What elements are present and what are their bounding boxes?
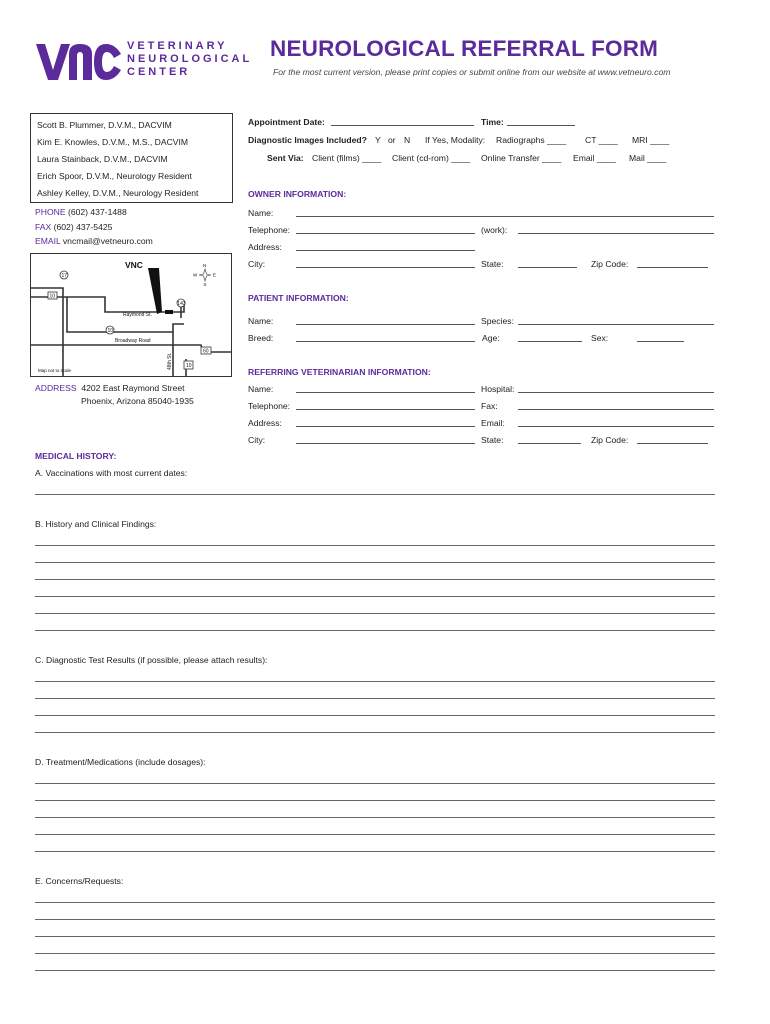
appointment-time-field[interactable] (507, 125, 575, 126)
owner-state-label: State: (481, 259, 504, 269)
referring-city-field[interactable] (296, 443, 475, 444)
map-highway-10b: 10 (107, 328, 114, 334)
owner-name-field[interactable] (296, 216, 714, 217)
referring-zip-label: Zip Code: (591, 435, 629, 445)
referring-telephone-field[interactable] (296, 409, 475, 410)
referring-state-field[interactable] (518, 443, 581, 444)
veterinarian-name: Erich Spoor, D.V.M., Neurology Resident (37, 171, 192, 181)
concerns-line[interactable] (35, 953, 715, 954)
images-or-text: or (388, 135, 396, 145)
logo-line-1: VETERINARY (127, 40, 228, 52)
patient-age-label: Age: (482, 333, 500, 343)
history-line[interactable] (35, 545, 715, 546)
map-highway-10: 10 (49, 293, 56, 300)
test-results-line[interactable] (35, 732, 715, 733)
email-row (35, 236, 153, 246)
history-line[interactable] (35, 630, 715, 631)
referring-hospital-field[interactable] (518, 392, 714, 393)
concerns-line[interactable] (35, 970, 715, 971)
compass-n: N (203, 263, 207, 268)
owner-city-field[interactable] (296, 267, 475, 268)
logo-wordmark (127, 40, 252, 80)
patient-name-label: Name: (248, 316, 274, 326)
concerns-label: E. Concerns/Requests: (35, 876, 124, 886)
patient-breed-field[interactable] (296, 341, 475, 342)
referring-email-field[interactable] (518, 426, 714, 427)
vnc-building (165, 310, 173, 314)
page-title: NEUROLOGICAL REFERRAL FORM (270, 36, 659, 61)
sent-via-email[interactable]: Email ____ (573, 153, 616, 163)
logo-letter-n (69, 44, 92, 80)
veterinarian-name: Kim E. Knowles, D.V.M., M.S., DACVIM (37, 137, 189, 147)
history-line[interactable] (35, 562, 715, 563)
owner-address-label: Address: (248, 242, 282, 252)
owner-work-field[interactable] (518, 233, 714, 234)
logo-line-3: CENTER (127, 66, 191, 79)
test-results-label: C. Diagnostic Test Results (if possible, please attach results): (35, 655, 268, 665)
fax-label: FAX (35, 222, 52, 232)
treatment-line[interactable] (35, 783, 715, 784)
email-label: EMAIL (35, 236, 61, 246)
treatment-line[interactable] (35, 851, 715, 852)
test-results-line[interactable] (35, 698, 715, 699)
patient-breed-label: Breed: (248, 333, 274, 343)
map-label-broadway: Broadway Road (115, 338, 151, 344)
history-line[interactable] (35, 613, 715, 614)
patient-sex-field[interactable] (637, 341, 684, 342)
map-label-raymond: Raymond St. (123, 312, 152, 318)
veterinarian-name: Scott B. Plummer, D.V.M., DACVIM (37, 120, 172, 130)
vnc-logo (36, 40, 122, 82)
compass-icon (199, 269, 211, 281)
owner-heading: OWNER INFORMATION: (248, 189, 347, 199)
fax-row (35, 222, 112, 232)
owner-zip-label: Zip Code: (591, 259, 629, 269)
fax-value: (602) 437-5425 (53, 222, 113, 232)
modality-label: If Yes, Modality: (425, 135, 486, 145)
map-road (31, 288, 63, 376)
address-line-1: 4202 East Raymond Street (81, 383, 185, 393)
logo-letter-v (36, 44, 70, 80)
vnc-pointer (148, 268, 162, 314)
referring-email-label: Email: (481, 418, 505, 428)
owner-city-label: City: (248, 259, 266, 269)
treatment-line[interactable] (35, 800, 715, 801)
email-value: vncmail@vetneuro.com (62, 236, 153, 246)
address-line-2: Phoenix, Arizona 85040-1935 (81, 396, 194, 406)
test-results-line[interactable] (35, 681, 715, 682)
phone-value: (602) 437-1488 (67, 207, 127, 217)
owner-state-field[interactable] (518, 267, 577, 268)
referring-address-label: Address: (248, 418, 282, 428)
owner-work-label: (work): (481, 225, 508, 235)
map-note: Map not to scale (38, 368, 72, 373)
referring-name-field[interactable] (296, 392, 475, 393)
test-results-line[interactable] (35, 715, 715, 716)
referring-zip-field[interactable] (637, 443, 708, 444)
owner-zip-field[interactable] (637, 267, 708, 268)
images-included-label: Diagnostic Images Included? (248, 135, 367, 145)
owner-telephone-label: Telephone: (248, 225, 291, 235)
concerns-line[interactable] (35, 902, 715, 903)
compass-w: W (193, 272, 198, 278)
patient-heading: PATIENT INFORMATION: (248, 293, 349, 303)
referring-hospital-label: Hospital: (481, 384, 515, 394)
referring-address-field[interactable] (296, 426, 475, 427)
referring-name-label: Name: (248, 384, 274, 394)
page-subtitle: For the most current version, please print copies or submit online from our website at www.vetneuro.com (273, 67, 671, 77)
patient-species-field[interactable] (518, 324, 714, 325)
history-line[interactable] (35, 579, 715, 580)
treatment-line[interactable] (35, 834, 715, 835)
vaccinations-field[interactable] (35, 494, 715, 495)
appointment-time-label: Time: (481, 117, 504, 127)
patient-name-field[interactable] (296, 324, 475, 325)
owner-address-field[interactable] (296, 250, 475, 251)
map-label-48th: 48th St. (167, 352, 173, 370)
owner-telephone-field[interactable] (296, 233, 475, 234)
treatment-label: D. Treatment/Medications (include dosages): (35, 757, 206, 767)
images-yes-option[interactable]: Y (375, 135, 381, 145)
modality-ct[interactable]: CT ____ (585, 135, 618, 145)
appointment-date-label: Appointment Date: (248, 117, 325, 127)
referring-telephone-label: Telephone: (248, 401, 291, 411)
referring-city-label: City: (248, 435, 266, 445)
map-highway-60: 60 (203, 348, 209, 355)
map-highway-17: 17 (61, 273, 68, 279)
treatment-line[interactable] (35, 817, 715, 818)
modality-radiographs[interactable]: Radiographs ____ (496, 135, 567, 145)
logo-letter-c (94, 44, 121, 80)
address-row (35, 383, 185, 393)
sent-via-label: Sent Via: (267, 153, 304, 163)
phone-label: PHONE (35, 207, 66, 217)
patient-age-field[interactable] (518, 341, 582, 342)
map-label-vnc: VNC (125, 260, 143, 270)
owner-name-label: Name: (248, 208, 274, 218)
history-findings-label: B. History and Clinical Findings: (35, 519, 157, 529)
medical-history-heading: MEDICAL HISTORY: (35, 451, 117, 461)
sent-via-mail[interactable]: Mail ____ (629, 153, 667, 163)
location-map (30, 253, 232, 377)
veterinarian-name: Laura Stainback, D.V.M., DACVIM (37, 154, 168, 164)
modality-mri[interactable]: MRI ____ (632, 135, 670, 145)
concerns-line[interactable] (35, 936, 715, 937)
sent-via-online[interactable]: Online Transfer ____ (481, 153, 562, 163)
referring-heading: REFERRING VETERINARIAN INFORMATION: (248, 367, 431, 377)
phone-row (35, 207, 127, 217)
referring-state-label: State: (481, 435, 504, 445)
patient-sex-label: Sex: (591, 333, 609, 343)
sent-via-films[interactable]: Client (films) ____ (312, 153, 382, 163)
map-highway-143: 143 (177, 301, 186, 307)
patient-species-label: Species: (481, 316, 514, 326)
veterinarian-name: Ashley Kelley, D.V.M., Neurology Resident (37, 188, 199, 198)
map-highway-10c: 10 (186, 363, 192, 369)
concerns-line[interactable] (35, 919, 715, 920)
images-no-option[interactable]: N (404, 135, 411, 145)
logo-line-2: NEUROLOGICAL (127, 53, 253, 66)
veterinarian-list (30, 113, 233, 203)
referring-fax-field[interactable] (518, 409, 714, 410)
appointment-date-field[interactable] (331, 125, 474, 126)
address-label: ADDRESS (35, 383, 77, 393)
compass-s: S (203, 282, 207, 287)
history-line[interactable] (35, 596, 715, 597)
sent-via-cdrom[interactable]: Client (cd-rom) ____ (392, 153, 471, 163)
compass-e: E (213, 272, 217, 278)
referring-fax-label: Fax: (481, 401, 498, 411)
vaccinations-label: A. Vaccinations with most current dates: (35, 468, 188, 478)
